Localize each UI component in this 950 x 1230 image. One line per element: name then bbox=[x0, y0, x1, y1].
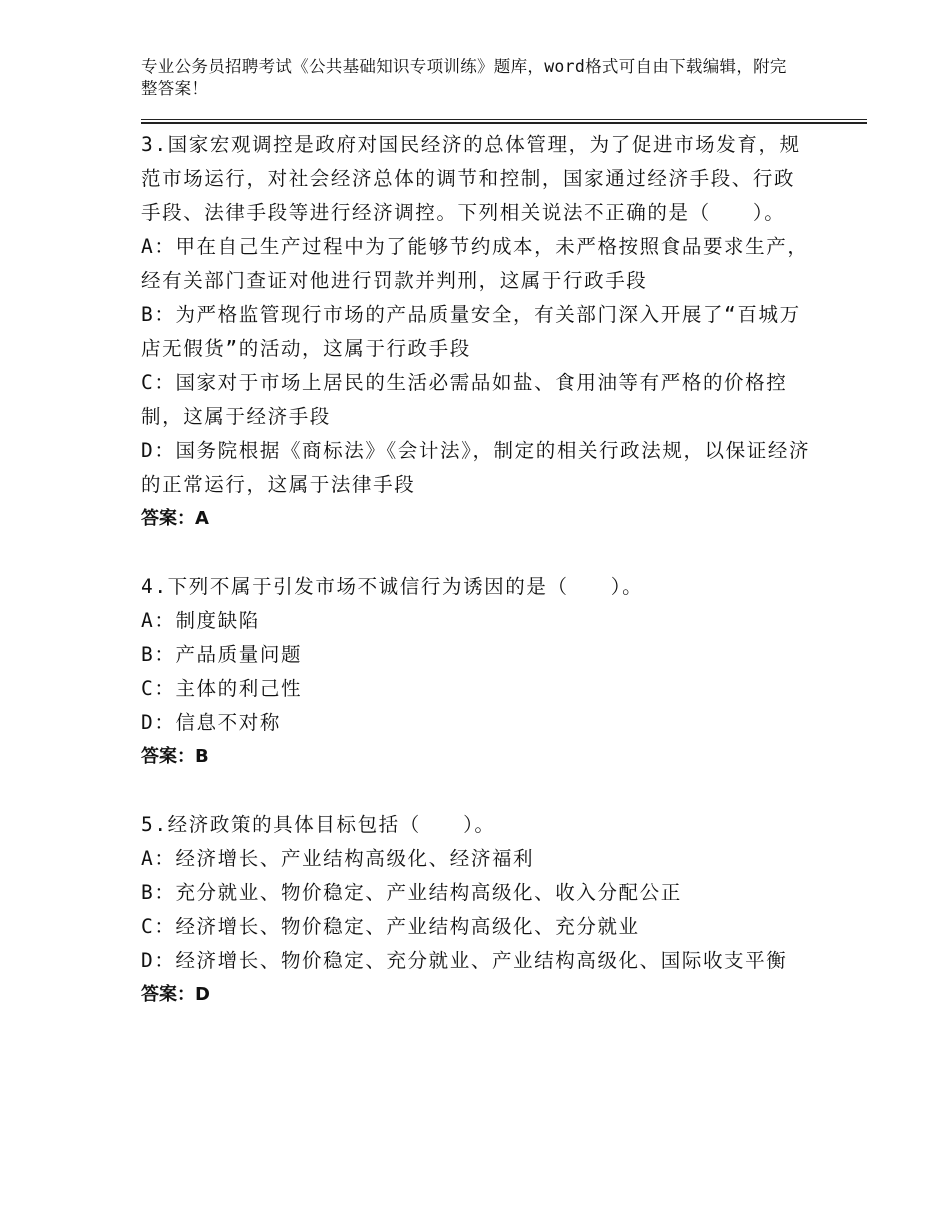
question-3-text: 3.国家宏观调控是政府对国民经济的总体管理，为了促进市场发育，规范市场运行，对社会经济总体的调节和控制，国家通过经济手段、行政手段、法律手段等进行经济调控。下列相关说法不正确的是（ ）。 bbox=[141, 133, 801, 224]
question-5-answer: 答案：D bbox=[141, 984, 210, 1005]
question-5-option-b: B：充分就业、物价稳定、产业结构高级化、收入分配公正 bbox=[141, 881, 682, 904]
header-divider-thick bbox=[141, 122, 867, 124]
question-4-option-a: A：制度缺陷 bbox=[141, 609, 260, 632]
question-4 bbox=[141, 570, 811, 774]
question-5-option-a: A：经济增长、产业结构高级化、经济福利 bbox=[141, 847, 535, 870]
question-5 bbox=[141, 808, 811, 1012]
question-4-text: 4.下列不属于引发市场不诚信行为诱因的是（ ）。 bbox=[141, 575, 644, 598]
question-3-option-c: C：国家对于市场上居民的生活必需品如盐、食用油等有严格的价格控制，这属于经济手段 bbox=[141, 371, 788, 428]
question-5-option-c: C：经济增长、物价稳定、产业结构高级化、充分就业 bbox=[141, 915, 640, 938]
question-3 bbox=[141, 128, 811, 536]
question-4-option-b: B：产品质量问题 bbox=[141, 643, 303, 666]
header-divider-thin bbox=[141, 119, 867, 120]
question-4-option-d: D：信息不对称 bbox=[141, 711, 281, 734]
question-3-answer: 答案：A bbox=[141, 508, 209, 529]
question-3-option-d: D：国务院根据《商标法》《会计法》，制定的相关行政法规，以保证经济的正常运行，这属于法律手段 bbox=[141, 439, 811, 496]
document-header: 专业公务员招聘考试《公共基础知识专项训练》题库，word格式可自由下载编辑，附完整答案！ bbox=[141, 57, 787, 98]
question-5-option-d: D：经济增长、物价稳定、充分就业、产业结构高级化、国际收支平衡 bbox=[141, 949, 788, 972]
question-5-text: 5.经济政策的具体目标包括（ ）。 bbox=[141, 813, 496, 836]
question-4-answer: 答案：B bbox=[141, 746, 209, 767]
question-4-option-c: C：主体的利己性 bbox=[141, 677, 303, 700]
question-3-option-b: B：为严格监管现行市场的产品质量安全，有关部门深入开展了“百城万店无假货”的活动，这属于行政手段 bbox=[141, 303, 801, 360]
question-3-option-a: A：甲在自己生产过程中为了能够节约成本，未严格按照食品要求生产，经有关部门查证对他进行罚款并判刑，这属于行政手段 bbox=[141, 235, 809, 292]
question-list bbox=[141, 128, 811, 1046]
